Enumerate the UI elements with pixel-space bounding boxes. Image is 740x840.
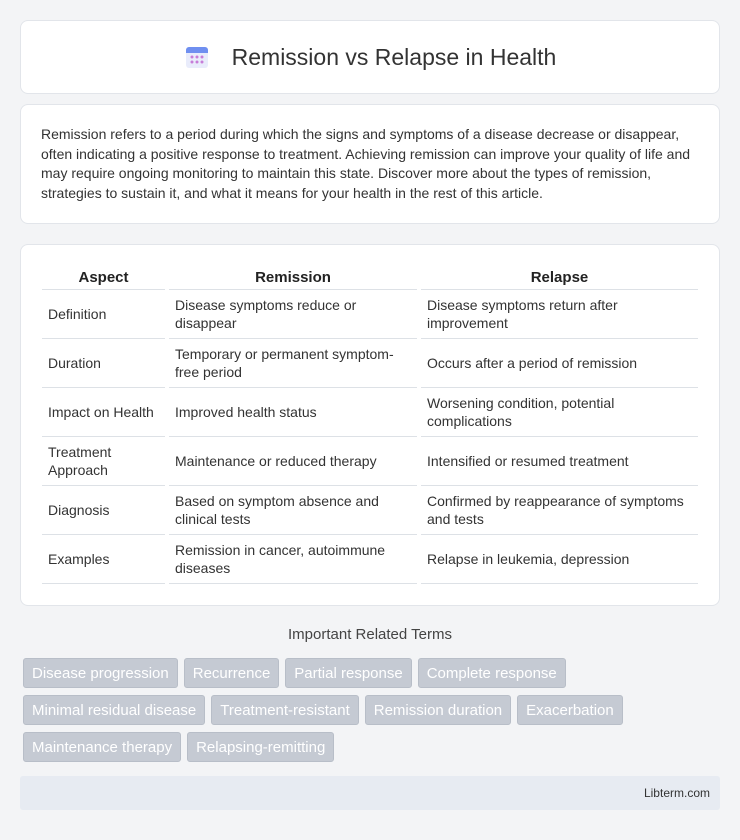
- tag-link[interactable]: Relapsing-remitting: [187, 732, 334, 762]
- comparison-table: [38, 263, 702, 584]
- table-row: [42, 339, 698, 388]
- cell-relapse: Disease symptoms return after improvement: [421, 290, 698, 339]
- tag-link[interactable]: Recurrence: [184, 658, 280, 688]
- tag-link[interactable]: Exacerbation: [517, 695, 623, 725]
- table-row: [42, 290, 698, 339]
- tag-link[interactable]: Minimal residual disease: [23, 695, 205, 725]
- table-row: [42, 388, 698, 437]
- cell-remission: Improved health status: [169, 388, 417, 437]
- tag-link[interactable]: Disease progression: [23, 658, 178, 688]
- related-terms-title: Important Related Terms: [288, 626, 452, 643]
- cell-aspect: Examples: [42, 535, 165, 584]
- cell-relapse: Confirmed by reappearance of symptoms and tests: [421, 486, 698, 535]
- table-row: [42, 486, 698, 535]
- cell-aspect: Duration: [42, 339, 165, 388]
- header-relapse: Relapse: [421, 263, 698, 290]
- cell-relapse: Worsening condition, potential complications: [421, 388, 698, 437]
- table-header-row: [42, 263, 698, 290]
- header-remission: Remission: [169, 263, 417, 290]
- title-card: [20, 20, 720, 94]
- footer: [20, 776, 720, 810]
- tag-link[interactable]: Treatment-resistant: [211, 695, 359, 725]
- cell-relapse: Relapse in leukemia, depression: [421, 535, 698, 584]
- cell-aspect: Definition: [42, 290, 165, 339]
- cell-aspect: Treatment Approach: [42, 437, 165, 486]
- intro-paragraph: Remission refers to a period during which the signs and symptoms of a disease decrease or disappear, often indicating a positive response to treatment. Achieving remission can improve your quality of life and may require ongoing monitoring to maintain this state. Discover more about the types of remission, strategies to sustain it, and what it means for your health in the rest of this article.: [41, 126, 691, 201]
- cell-relapse: Occurs after a period of remission: [421, 339, 698, 388]
- tag-link[interactable]: Remission duration: [365, 695, 511, 725]
- comparison-table-card: [20, 244, 720, 606]
- cell-remission: Based on symptom absence and clinical tests: [169, 486, 417, 535]
- footer-site-link[interactable]: Libterm.com: [643, 786, 710, 800]
- tag-link[interactable]: Maintenance therapy: [23, 732, 181, 762]
- cell-aspect: Impact on Health: [42, 388, 165, 437]
- cell-aspect: Diagnosis: [42, 486, 165, 535]
- table-row: [42, 535, 698, 584]
- calendar-grid-icon: [184, 44, 210, 70]
- related-terms-list: [23, 658, 703, 762]
- cell-remission: Remission in cancer, autoimmune diseases: [169, 535, 417, 584]
- table-row: [42, 437, 698, 486]
- cell-remission: Temporary or permanent symptom-free period: [169, 339, 417, 388]
- cell-remission: Maintenance or reduced therapy: [169, 437, 417, 486]
- tag-link[interactable]: Complete response: [418, 658, 566, 688]
- page-title: Remission vs Relapse in Health: [231, 43, 557, 70]
- cell-remission: Disease symptoms reduce or disappear: [169, 290, 417, 339]
- header-aspect: Aspect: [42, 263, 165, 290]
- intro-card: [20, 104, 720, 224]
- cell-relapse: Intensified or resumed treatment: [421, 437, 698, 486]
- tag-link[interactable]: Partial response: [285, 658, 411, 688]
